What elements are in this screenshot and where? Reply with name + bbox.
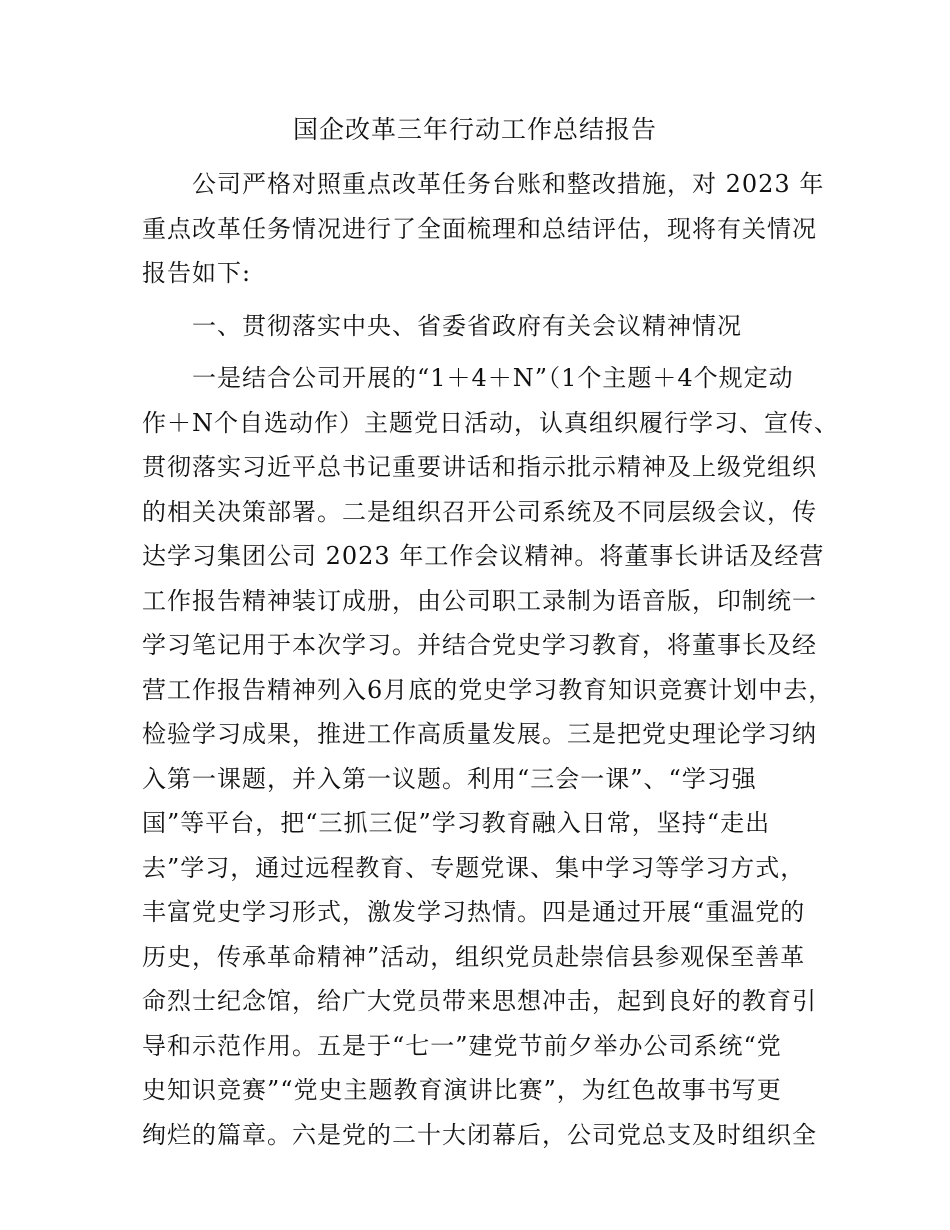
intro-line: 重点改革任务情况进行了全面梳理和总结评估，现将有关情况 bbox=[142, 214, 817, 243]
section-line: 一是结合公司开展的“1＋4＋N”（1个主题＋4个规定动 bbox=[192, 364, 794, 392]
intro-line: 公司严格对照重点改革任务台账和整改措施，对 2023 年 bbox=[192, 170, 825, 198]
paragraph-gap bbox=[142, 348, 818, 356]
section-line: 达学习集团公司 2023 年工作会议精神。将董事长讲话及经营 bbox=[142, 542, 825, 570]
section-line: 命烈士纪念馆，给广大党员带来思想冲击，起到良好的教育引 bbox=[142, 987, 817, 1015]
document-body bbox=[142, 162, 839, 1157]
section-line: 国”等平台，把“三抓三促”学习教育融入日常，坚持“走出 bbox=[142, 809, 771, 837]
intro-line: 报告如下: bbox=[142, 259, 252, 287]
section-line: 的相关决策部署。二是组织召开公司系统及不同层级会议，传 bbox=[142, 497, 817, 526]
section-line: 营工作报告精神列入6月底的党史学习教育知识竞赛计划中去， bbox=[142, 675, 834, 704]
section-line: 工作报告精神装订成册，由公司职工录制为语音版，印制统一 bbox=[142, 586, 817, 615]
section-line: 去”学习，通过远程教育、专题党课、集中学习等学习方式， bbox=[142, 853, 806, 882]
section-line: 导和示范作用。五是于“七一”建党节前夕举办公司系统“党 bbox=[142, 1031, 782, 1060]
section-line: 学习笔记用于本次学习。并结合党史学习教育，将董事长及经 bbox=[142, 631, 817, 659]
section-line: 历史，传承革命精神”活动，组织党员赴崇信县参观保至善革 bbox=[142, 942, 806, 971]
section-line: 史知识竞赛”“党史主题教育演讲比赛”，为红色故事书写更 bbox=[142, 1076, 782, 1104]
section-line: 绚烂的篇章。六是党的二十大闭幕后，公司党总支及时组织全 bbox=[142, 1120, 817, 1149]
document-title: 国企改革三年行动工作总结报告 bbox=[292, 115, 657, 144]
section-line: 贯彻落实习近平总书记重要讲话和指示批示精神及上级党组织 bbox=[142, 453, 817, 481]
section-line: 丰富党史学习形式，激发学习热情。四是通过开展“重温党的 bbox=[142, 898, 806, 926]
paragraph-gap bbox=[142, 296, 818, 304]
section-line: 作＋N个自选动作）主题党日活动，认真组织履行学习、宣传、 bbox=[142, 408, 839, 437]
section-line: 检验学习成果，推进工作高质量发展。三是把党史理论学习纳 bbox=[142, 720, 817, 748]
section-heading: 一、贯彻落实中央、省委省政府有关会议精神情况 bbox=[192, 311, 742, 340]
section-line: 入第一课题，并入第一议题。利用“三会一课”、“学习强 bbox=[142, 764, 757, 793]
